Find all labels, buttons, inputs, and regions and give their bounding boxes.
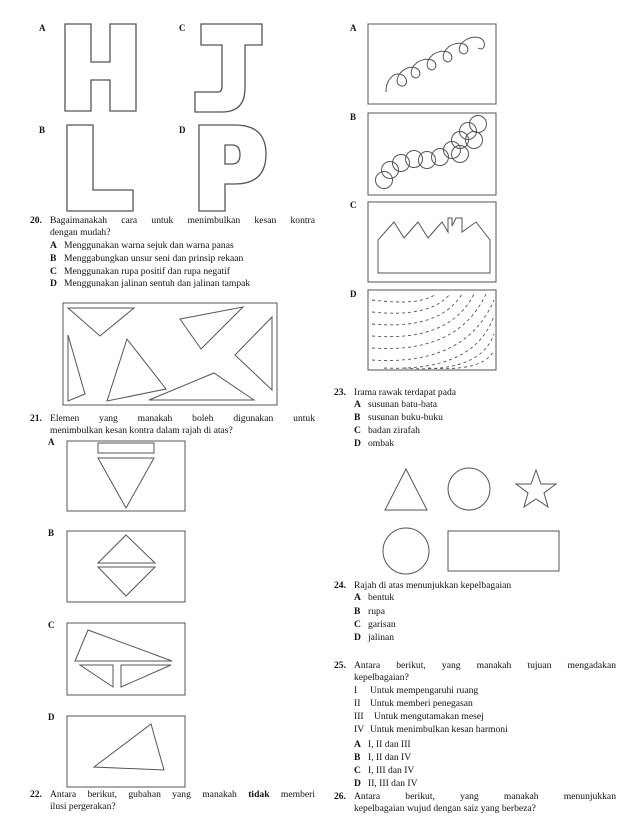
option-text: I, II dan IV	[368, 752, 412, 763]
statement-i	[354, 685, 478, 697]
option-key: C	[354, 425, 361, 436]
q22-figure-label-b: B	[48, 528, 55, 538]
question-number: 22.	[30, 789, 42, 800]
option-key: B	[50, 253, 57, 264]
statement-key: II	[354, 698, 361, 709]
option-b[interactable]	[354, 752, 411, 764]
q22-figure-label-c: C	[48, 620, 55, 630]
statement-text: Untuk mengutamakan mesej	[374, 711, 484, 722]
option-a[interactable]	[354, 592, 394, 604]
option-text: rupa	[368, 606, 386, 617]
stem-line: kepelbagaian?	[354, 672, 409, 684]
circle-shape-large	[383, 528, 429, 574]
rhythm-figure-label-a: A	[350, 23, 357, 33]
question-25	[334, 660, 616, 789]
rhythm-figure-label-b: B	[350, 112, 357, 122]
option-key: A	[50, 240, 57, 251]
question-stem: Irama rawak terdapat pada	[354, 387, 457, 398]
statement-text: Untuk memberi penegasan	[370, 698, 473, 709]
stem-text: Antara berikut, gubahan yang manakah	[50, 789, 249, 800]
stem-line: Bagaimanakah cara untuk menimbulkan kesan kontra	[50, 215, 315, 226]
question-24	[334, 580, 616, 643]
statement-ii	[354, 698, 473, 710]
option-text: garisan	[368, 619, 396, 630]
stem-line: menimbulkan kesan kontra dalam rajah di atas?	[50, 425, 233, 437]
stem-emphasis: tidak	[248, 789, 270, 800]
q22-figure-label-a: A	[48, 437, 55, 447]
option-text: Menggunakan warna sejuk dan warna panas	[64, 240, 234, 251]
statement-text: Untuk mempengaruhi ruang	[370, 685, 479, 696]
statement-iv	[354, 724, 508, 736]
option-key: C	[50, 266, 57, 277]
rhythm-figure-label-c: C	[350, 200, 357, 210]
statement-iii	[354, 711, 484, 723]
option-key: D	[354, 778, 361, 789]
star-shape	[516, 470, 556, 507]
question-26	[334, 791, 616, 815]
option-text: Menggunakan jalinan sentuh dan jalinan tampak	[64, 278, 251, 289]
option-text: I, II dan III	[368, 739, 411, 750]
statement-key: I	[354, 685, 358, 696]
question-number: 21.	[30, 413, 42, 424]
figure-label-b: B	[39, 125, 46, 135]
option-d[interactable]	[354, 632, 394, 644]
question-number: 25.	[334, 660, 346, 671]
statement-key: III	[354, 711, 364, 722]
option-text: bentuk	[368, 592, 395, 603]
stem-line: kepelbagaian wujud dengan saiz yang berbeza?	[354, 803, 536, 815]
option-c[interactable]	[354, 765, 414, 777]
option-text: II, III dan IV	[368, 778, 418, 789]
option-text: Menggunakan rupa positif dan rupa negatif	[64, 266, 230, 277]
option-key: B	[354, 752, 361, 763]
q22-figure-label-d: D	[48, 712, 55, 722]
figure-label-c: C	[179, 23, 186, 33]
option-key: D	[354, 632, 361, 643]
option-key: C	[354, 619, 361, 630]
option-b[interactable]	[354, 606, 385, 618]
stem-text: memberi	[269, 789, 315, 800]
stem-line: Elemen yang manakah boleh digunakan untuk	[50, 413, 315, 424]
question-stem	[354, 791, 616, 816]
option-text: badan zirafah	[368, 425, 420, 436]
option-key: D	[354, 438, 361, 449]
option-key: B	[354, 412, 361, 423]
option-key: A	[354, 592, 361, 603]
option-key: A	[354, 399, 361, 410]
rectangle-shape	[448, 531, 559, 571]
option-text: ombak	[368, 438, 395, 449]
option-c[interactable]	[354, 619, 396, 631]
statement-text: Untuk menimbulkan kesan harmoni	[370, 724, 508, 735]
option-text: I, III dan IV	[368, 765, 415, 776]
stem-line: Antara berikut, yang manakah menunjukkan	[354, 791, 616, 802]
figure-label-a: A	[39, 23, 46, 33]
rhythm-figure-label-d: D	[350, 289, 357, 299]
question-number: 26.	[334, 791, 346, 802]
option-a[interactable]	[354, 739, 411, 751]
stem-line: ilusi pergerakan?	[50, 801, 116, 813]
stem-line: Antara berikut, yang manakah tujuan mengadakan	[354, 660, 616, 671]
question-number: 24.	[334, 580, 346, 591]
question-number: 23.	[334, 387, 346, 398]
option-d[interactable]	[354, 778, 418, 790]
stem-line: dengan mudah?	[50, 227, 111, 239]
statement-key: IV	[354, 724, 365, 735]
option-key: A	[354, 739, 361, 750]
question-stem	[354, 660, 616, 685]
option-text: Menggabungkan unsur seni dan prinsip rekaan	[64, 253, 244, 264]
figure-label-d: D	[179, 125, 186, 135]
option-key: B	[354, 606, 361, 617]
circle-shape-small	[448, 468, 490, 510]
option-text: susunan buku-buku	[368, 412, 443, 423]
triangle-shape	[385, 469, 427, 510]
option-text: susunan batu-bata	[368, 399, 438, 410]
question-number: 20.	[30, 215, 42, 226]
option-text: jalinan	[368, 632, 395, 643]
option-key: C	[354, 765, 361, 776]
question-stem: Rajah di atas menunjukkan kepelbagaian	[354, 580, 512, 591]
option-key: D	[50, 278, 57, 289]
